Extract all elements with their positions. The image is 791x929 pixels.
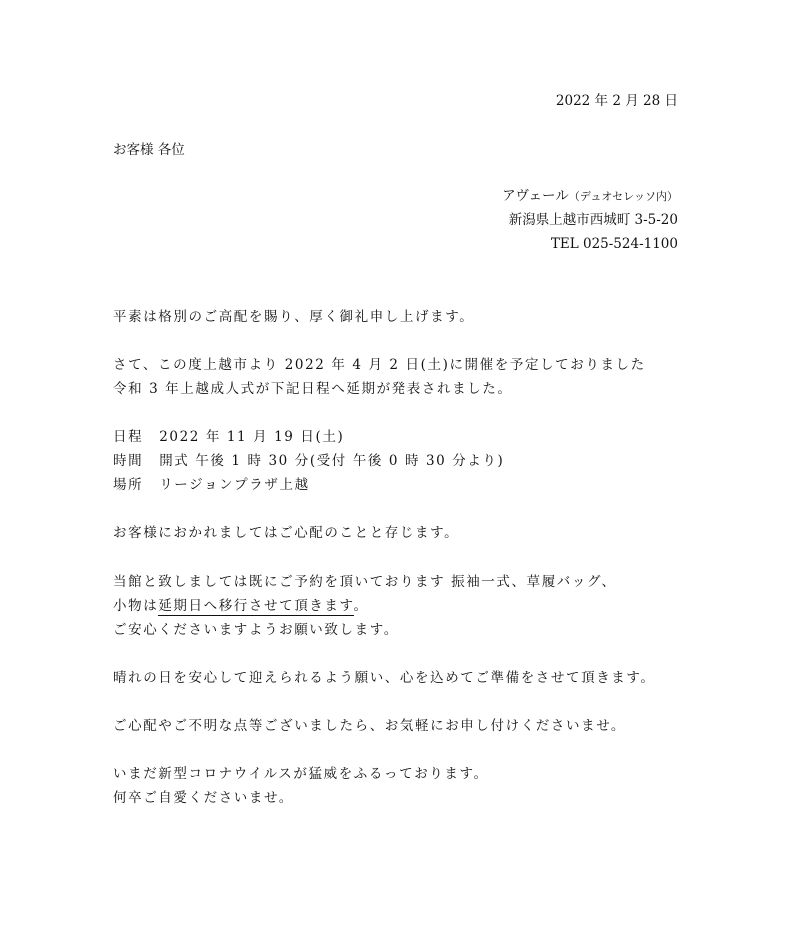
document-date: 2022 年 2 月 28 日 bbox=[555, 93, 678, 109]
reservation-line-2-suffix: 。 bbox=[353, 598, 369, 614]
recipient-line: お客様 各位 bbox=[113, 142, 185, 158]
wishes-paragraph: 晴れの日を安心して迎えられるよう願い、心を込めてご準備をさせて頂きます。 bbox=[113, 670, 656, 686]
notice-line-1: さて、この度上越市より 2022 年 4 月 2 日(土)に開催を予定しておりました bbox=[113, 357, 646, 373]
concern-paragraph: お客様におかれましてはご心配のことと存じます。 bbox=[113, 525, 460, 541]
schedule-time-label: 時間 bbox=[113, 453, 144, 469]
sender-tel: TEL 025-524-1100 bbox=[550, 236, 678, 252]
schedule-time-row bbox=[113, 452, 504, 470]
schedule-time-value: 開式 午後 1 時 30 分(受付 午後 0 時 30 分より) bbox=[159, 453, 505, 469]
reservation-line-2 bbox=[113, 597, 369, 615]
schedule-date-row bbox=[113, 428, 344, 446]
notice-line-2: 令和 3 年上越成人式が下記日程へ延期が発表されました。 bbox=[113, 381, 513, 397]
sender-address: 新潟県上越市西城町 3-5-20 bbox=[508, 212, 678, 228]
greeting-paragraph: 平素は格別のご高配を賜り、厚く御礼申し上げます。 bbox=[113, 309, 475, 325]
reservation-line-2-prefix: 小物は bbox=[113, 598, 159, 614]
schedule-date-label: 日程 bbox=[113, 429, 144, 445]
covid-line-1: いまだ新型コロナウイルスが猛威をふるっております。 bbox=[113, 766, 489, 782]
contact-paragraph: ご心配やご不明な点等ございましたら、お気軽にお申し付けくださいませ。 bbox=[113, 718, 626, 734]
sender-name-line bbox=[502, 187, 678, 206]
schedule-place-label: 場所 bbox=[113, 477, 144, 493]
reservation-underlined-text: 延期日へ移行させて頂きます bbox=[158, 598, 354, 614]
reservation-line-3: ご安心くださいますようお願い致します。 bbox=[113, 622, 399, 638]
covid-line-2: 何卒ご自愛くださいませ。 bbox=[113, 790, 294, 806]
sender-name-note: （デュオセレッソ内） bbox=[568, 190, 678, 203]
schedule-place-row bbox=[113, 476, 310, 494]
schedule-date-value: 2022 年 11 月 19 日(土) bbox=[159, 429, 345, 445]
schedule-place-value: リージョンプラザ上越 bbox=[159, 477, 310, 493]
reservation-line-1: 当館と致しましては既にご予約を頂いております 振袖一式、草履バッグ、 bbox=[113, 574, 617, 590]
sender-name: アヴェール bbox=[502, 188, 569, 204]
